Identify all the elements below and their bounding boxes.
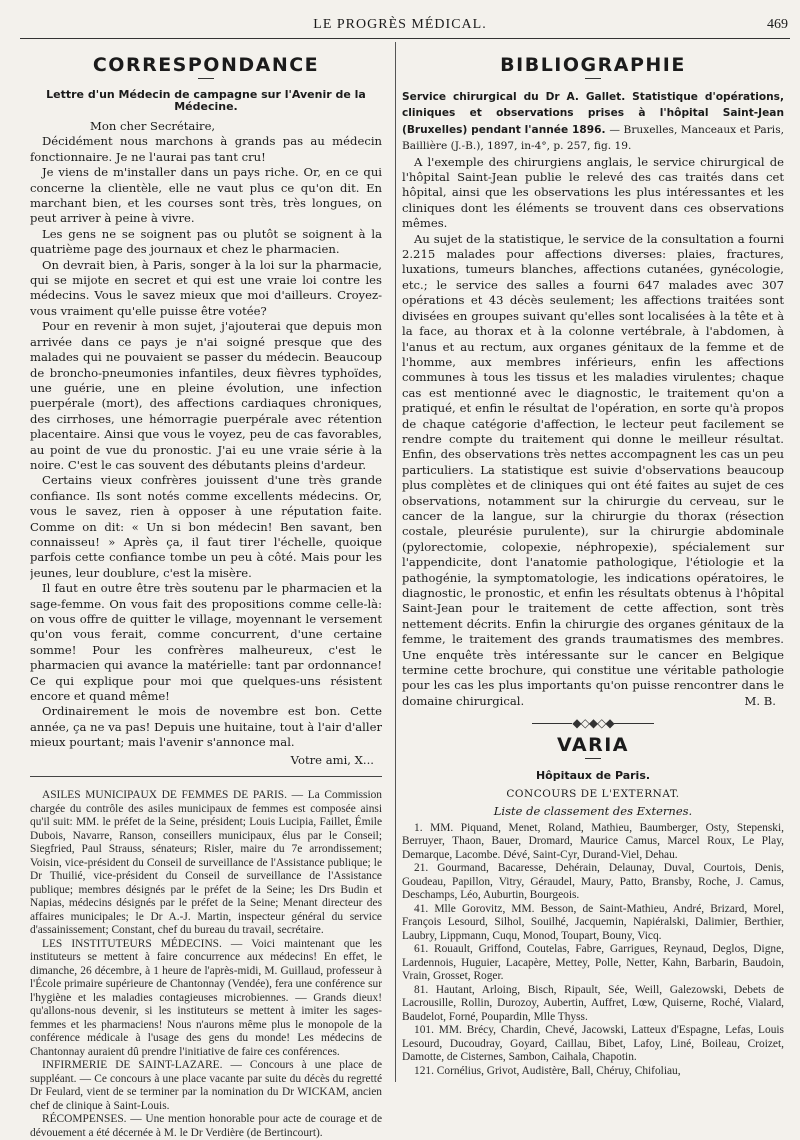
title-dash	[585, 78, 601, 79]
ornament-divider: ◆◇◆◇◆	[402, 716, 784, 730]
news-item: LES INSTITUTEURS MÉDECINS. — Voici maintenant que les instituteurs se mettent à faire concurrence aux médecins! En effet, le dimanche, 26 décembre, à 1 heure de l'après-midi, M. Guillaud, professeur à l'École primaire supérieure de Chantonnay (Vendée), fera une conférence sur l'hygiène et les maladies contagieuses microbiennes. — Grands dieux! qu'allons-nous devenir, si les instituteurs se mettent à imiter les sages-femmes et les pharmaciens! Nous n'aurons même plus le monopole de la conférence médicale à l'usage des gens du monde! Les médecins de Chantonnay auraient dû prendre l'initiative de faire ces conférences.	[30, 937, 382, 1058]
book-meta: — Bruxelles, Manceaux et Paris, Baillière (J.-B.), 1897, in-4°, p. 257, fig. 19.	[402, 123, 784, 153]
section-separator	[30, 776, 382, 777]
letter-paragraph: Il faut en outre être très soutenu par le pharmacien et la sage-femme. On vous fait des propositions comme celle-là: on vous offre de quitter le village, moyennant le versement qu'on vous ferait, comme concurrent, d'une certaine somme! Pour les confrères malheureux, c'est le pharmacien qui avance la matérielle: tant par ordonnance! Ce qui explique pour moi que quelques-uns résistent encore et quand même!	[30, 581, 382, 704]
letter-signature: Votre ami, X...	[290, 752, 374, 767]
review-paragraph: Au sujet de la statistique, le service de la consultation a fourni 2.215 malades pour affections diverses: plaies, fractures, luxations, tumeurs blanches, affections cutanées, gynécologie, etc.; le service des salles a fourni 647 malades avec 307 opérations et 43 décès seulement; les affections traitées sont divisées en groupes suivant qu'elles sont localisées à la tête et à la face, au thorax et à la colonne vertébrale, à l'abdomen, à l'anus et au rectum, aux organes génitaux de la femme et de l'homme, aux membres inférieurs, enfin les affections communes à tous les tissus et les maladies virulentes; chaque cas est mentionné avec le diagnostic, le traitement qu'on a pratiqué, et enfin le résultat de l'opération, en sorte qu'à propos de chaque catégorie d'affection, le lecteur peut facilement se rendre compte du traitement qui donne le meilleur résultat. Enfin, des observations très nettes accompagnent les cas un peu particuliers. La statistique est suivie d'observations beaucoup plus complètes et de cliniques qui ont été faites au sujet de ces observations, notamment sur la chirurgie du cerveau, sur le cancer de la langue, sur la chirurgie du thorax (résection costale, pleurésie purulente), sur la chirurgie abdominale (pylorectomie, colopexie, néphropexie), spécialement sur l'appendicite, dont l'anatomie pathologique, l'étiologie et la pathogénie, la symptomatologie, les indications opératoires, le diagnostic, le pronostic, et enfin les résultats obtenus à l'hôpital Saint-Jean pour le traitement de cette affection, sont très nettement décrits. Enfin la chirurgie des organes génitaux de la femme, le traitement des grands traumatismes des membres. Une enquête très intéressante sur le cancer en Belgique termine cette brochure, qui constitue une véritable pathologie pour les cas les plus importants qu'on puisse rencontrer dans le domaine chirurgical.	[402, 231, 784, 708]
externes-entry: 61. Rouault, Griffond, Coutelas, Fabre, Garrigues, Reynaud, Deglos, Digne, Lardennois, Huguier, Lacapère, Mettey, Polle, Netter, Kahn, Barbarin, Baudoin, Vrain, Grosset, Roger.	[402, 943, 784, 983]
news-item: RÉCOMPENSES. — Une mention honorable pour acte de courage et de dévouement a été décernée à M. le Dr Verdière (de Bertincourt).	[30, 1113, 382, 1139]
externes-entry: 121. Cornélius, Grivot, Audistère, Ball, Chéruy, Chifoliau,	[414, 1064, 681, 1077]
letter-paragraph: Ordinairement le mois de novembre est bon. Cette année, ça ne va pas! Depuis une huitaine, tout à l'air d'aller mieux pourtant; mais l'avenir s'annonce mal.	[30, 704, 382, 750]
review-signature: M. B.	[744, 694, 776, 709]
letter-paragraph: Je viens de m'installer dans un pays riche. Or, en ce qui concerne la clientèle, elle ne vaut plus ce qu'on dit. En marchant bien, et les courses sont très, très longues, on peut arriver à peine à vivre.	[30, 165, 382, 226]
letter-paragraph: Pour en revenir à mon sujet, j'ajouterai que depuis mon arrivée dans ce pays je n'ai soigné presque que des malades qui ne pouvaient se passer du médecin. Beaucoup de broncho-pneumonies infantiles, deux fièvres typhoïdes, une guérie, une en pleine évolution, une infection puerpérale (mort), des affections cardiaques chroniques, des cirrhoses, une hémorragie puerpérale avec rétention placentaire. Ainsi que vous le voyez, peu de cas favorables, au point de vue du pronostic. J'ai eu une vraie série à la noire. C'est le cas souvent des débutants pleins d'ardeur.	[30, 319, 382, 472]
news-item: ASILES MUNICIPAUX DE FEMMES DE PARIS. — La Commission chargée du contrôle des asiles municipaux de femmes est composée ainsi qu'il suit: MM. le préfet de la Seine, président; Louis Lucipia, Faillet, Émile Dubois, Navarre, Ranson, conseillers municipaux, élus par le Conseil; Siegfried, Paul Strauss, sénateurs; Risler, maire du 7e arrondissement; Voisin, vice-président du Conseil de surveillance de l'Assistance publique; le Dr Thuilié, vice-président du Conseil de surveillance de l'Assistance publique; membres désignés par le préfet de la Seine; les Drs Budin et Napias, médecins désignés par le préfet de la Seine; Menant directeur des affaires municipales; le Dr A.-J. Martin, inspecteur général du service d'assainissement; Constant, chef du bureau du travail, secrétaire.	[30, 789, 382, 937]
varia-subtitle: Hôpitaux de Paris.	[535, 768, 651, 782]
header-rule	[20, 38, 790, 39]
right-column	[402, 44, 784, 1078]
letter-title: Lettre d'un Médecin de campagne sur l'Avenir de la Médecine.	[46, 88, 366, 113]
running-header	[0, 17, 800, 33]
column-divider	[395, 42, 396, 1082]
title-dash	[585, 758, 601, 759]
externes-entry: 41. Mlle Gorovitz, MM. Besson, de Saint-Mathieu, André, Brizard, Morel, François Lesourd, Silhol, Souilhé, Jacquemin, Napiéralski, Dalimier, Berthier, Laubry, Lippmann, Cuqu, Monod, Toupart, Bouny, Vicq.	[402, 902, 784, 942]
letter-paragraph: Certains vieux confrères jouissent d'une très grande confiance. Ils sont notés comme excellents médecins. Or, vous le savez, rien à opposer à une réputation faite. Comme on dit: « Un si bon médecin! Ben savant, ben connaisseu! » Après ça, il faut tirer l'échelle, quoique parfois cette confiance tombe un peu à côté. Mais pour les jeunes, leur doublure, c'est la misère.	[30, 473, 382, 580]
page-number: 469	[767, 17, 788, 32]
letter-paragraph: Les gens ne se soignent pas ou plutôt se soignent à la quatrième page des journaux et chez le pharmacien.	[30, 226, 382, 257]
book-reference	[402, 89, 784, 155]
section-title-correspondance: CORRESPONDANCE	[92, 54, 320, 76]
book-title: Service chirurgical du Dr A. Gallet. Statistique d'opérations, cliniques et observations prises à l'hôpital Saint-Jean (Bruxelles) pendant l'année 1896.	[402, 91, 784, 136]
letter-paragraph: On devrait bien, à Paris, songer à la loi sur la pharmacie, qui se mijote en secret et qui est une vraie loi contre les médecins. Vous le savez mieux que moi d'ailleurs. Croyez-vous vraiment qu'elle puisse être votée?	[30, 257, 382, 318]
section-title-varia: VARIA	[556, 733, 630, 756]
news-item: INFIRMERIE DE SAINT-LAZARE. — Concours à une place de suppléant. — Ce concours à une place vacante par suite du décès du regretté Dr Feulard, vient de se terminer par la nomination du Dr WICKAM, ancien chef de clinique à Saint-Louis.	[30, 1059, 382, 1112]
liste-heading: Liste de classement des Externes.	[493, 803, 693, 818]
left-column	[30, 44, 382, 1140]
journal-name: LE PROGRÈS MÉDICAL.	[313, 17, 487, 32]
letter-paragraph: Décidément nous marchons à grands pas au médecin fonctionnaire. Je ne l'aurai pas tant cru!	[30, 134, 382, 164]
externes-entry: 81. Hautant, Arloing, Bisch, Ripault, Sée, Weill, Galezowski, Debets de Lacrousille, Rollin, Durozoy, Aubertin, Auffret, Lœw, Quiserne, Roché, Vialard, Baudelot, Forné, Poupardin, Mlle Thyss.	[402, 983, 784, 1023]
externes-entry: 1. MM. Piquand, Menet, Roland, Mathieu, Baumberger, Osty, Stepenski, Berruyer, Thaon, Bauer, Dromard, Maurice Camus, Marcel Roux, Le Play, Demarque, Lacombe. Dévé, Saint-Cyr, Durand-Viel, Dehau.	[402, 821, 784, 861]
concours-heading: CONCOURS DE L'EXTERNAT.	[506, 787, 680, 800]
section-title-bibliographie: BIBLIOGRAPHIE	[500, 54, 686, 76]
externes-entry: 21. Gourmand, Bacaresse, Dehérain, Delaunay, Duval, Courtois, Denis, Goudeau, Papillon, Vitry, Géraudel, Maury, Patto, Bransby, Roche, J. Camus, Deschamps, Léo, Auburtin, Bourgeois.	[402, 862, 784, 902]
externes-entry: 101. MM. Brécy, Chardin, Chevé, Jacowski, Latteux d'Espagne, Lefas, Louis Lesourd, Ducoudray, Goyard, Caillau, Bibet, Lafoy, Liné, Boileau, Croizet, Damotte, de Cisternes, Sambon, Caihala, Chapotin.	[402, 1024, 784, 1064]
salutation: Mon cher Secrétaire,	[90, 119, 216, 133]
title-dash	[198, 78, 214, 79]
review-paragraph: A l'exemple des chirurgiens anglais, le service chirurgical de l'hôpital Saint-Jean publie le relevé des cas traités dans cet hôpital, ainsi que les observations les plus intéressantes et les cliniques dont les éléments se trouvent dans ces observations mêmes.	[402, 154, 784, 231]
